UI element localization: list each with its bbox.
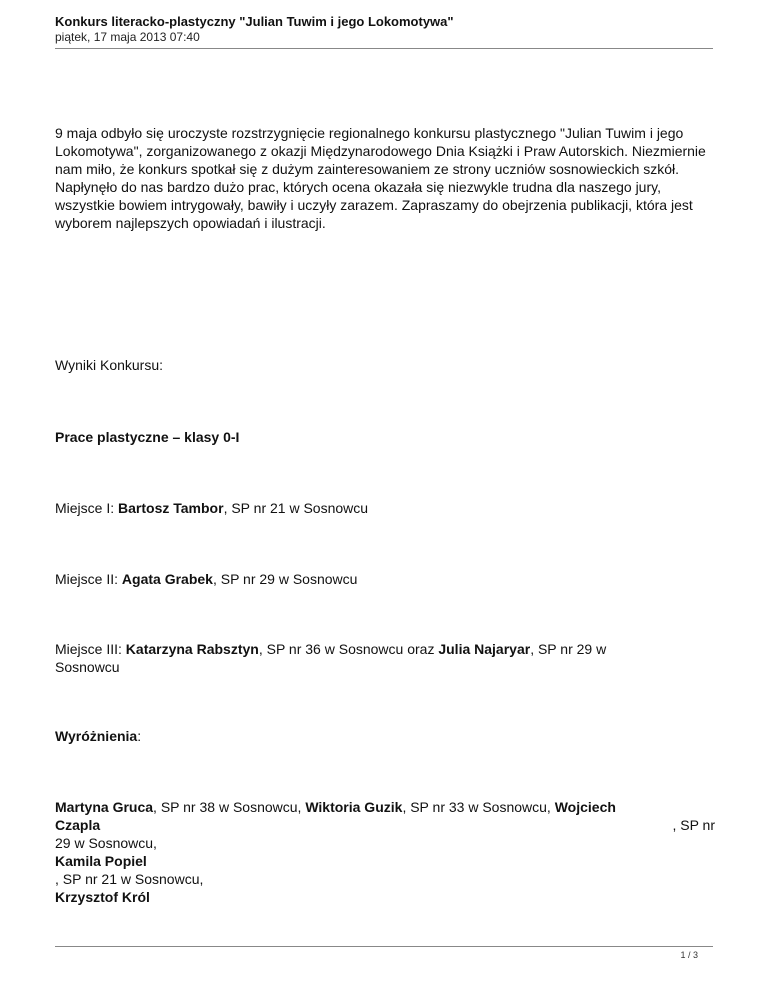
place-3-line-1	[55, 640, 715, 658]
place-2-label: Miejsce II:	[55, 571, 122, 587]
place-3-name-2: Julia Najaryar	[438, 641, 531, 657]
place-3-name: Katarzyna Rabsztyn	[125, 641, 259, 657]
honor-name-5: Krzysztof Król	[55, 889, 150, 905]
place-3-label: Miejsce III:	[55, 641, 126, 657]
honor-name-2: Wiktoria Guzik	[305, 799, 403, 815]
honors-heading-text: Wyróżnienia	[55, 728, 138, 744]
place-3-school-2: , SP nr 29 w	[530, 641, 607, 657]
place-2	[55, 570, 715, 588]
intro-paragraph: 9 maja odbyło się uroczyste rozstrzygnięcie regionalnego konkursu plastycznego "Julian Tuwim i jego Lokomotywa", zorganizowanego z okazji Międzynarodowego Dnia Książki i Praw Autorskich. Niezmiernie nam miło, że konkurs spotkał się z dużym zainteresowaniem ze strony uczniów sosnowieckich szkół. Napłynęło do nas bardzo dużo prac, których ocena okazała się niezwykle trudna dla naszego jury, wszystkie bowiem intrygowały, bawiły i uczyły zarazem. Zapraszamy do obejrzenia publikacji, która jest wyborem najlepszych opowiadań i ilustracji.	[55, 125, 706, 231]
honor-name-4: Kamila Popiel	[55, 853, 147, 869]
category-heading-text: Prace plastyczne – klasy 0-I	[55, 429, 240, 445]
place-3-line-2: Sosnowcu	[55, 659, 120, 675]
place-2-school: , SP nr 29 w Sosnowcu	[212, 571, 358, 587]
place-1	[55, 499, 715, 517]
honor-school-1: , SP nr 38 w Sosnowcu,	[153, 799, 306, 815]
honor-name-3a: Wojciech	[554, 799, 616, 815]
honors-line-6	[55, 888, 715, 906]
honors-line-3: 29 w Sosnowcu,	[55, 835, 157, 851]
article-date: piątek, 17 maja 2013 07:40	[55, 30, 200, 44]
honors-line-1	[55, 798, 715, 816]
place-1-school: , SP nr 21 w Sosnowcu	[223, 500, 369, 516]
honors-list	[55, 798, 715, 906]
page-number: 1 / 3	[680, 950, 698, 960]
place-3-school: , SP nr 36 w Sosnowcu oraz	[258, 641, 439, 657]
honors-line-2	[55, 816, 715, 834]
honors-line-5: , SP nr 21 w Sosnowcu,	[55, 871, 204, 887]
place-1-label: Miejsce I:	[55, 500, 119, 516]
footer-divider	[55, 946, 713, 947]
results-heading: Wyniki Konkursu:	[55, 357, 164, 373]
honor-name-1: Martyna Gruca	[55, 799, 154, 815]
page-header	[55, 14, 713, 45]
honors-heading	[55, 727, 715, 745]
article-title: Konkurs literacko-plastyczny "Julian Tuwim i jego Lokomotywa"	[55, 14, 454, 29]
honor-name-3b: Czapla	[55, 817, 101, 833]
place-1-name: Bartosz Tambor	[118, 500, 224, 516]
header-divider	[55, 48, 713, 49]
honors-line-4	[55, 852, 715, 870]
category-heading	[55, 428, 715, 446]
honor-school-3a: , SP nr	[672, 817, 715, 833]
honors-heading-colon: :	[137, 728, 142, 744]
place-3	[55, 640, 715, 676]
honor-school-2: , SP nr 33 w Sosnowcu,	[402, 799, 555, 815]
place-2-name: Agata Grabek	[121, 571, 213, 587]
